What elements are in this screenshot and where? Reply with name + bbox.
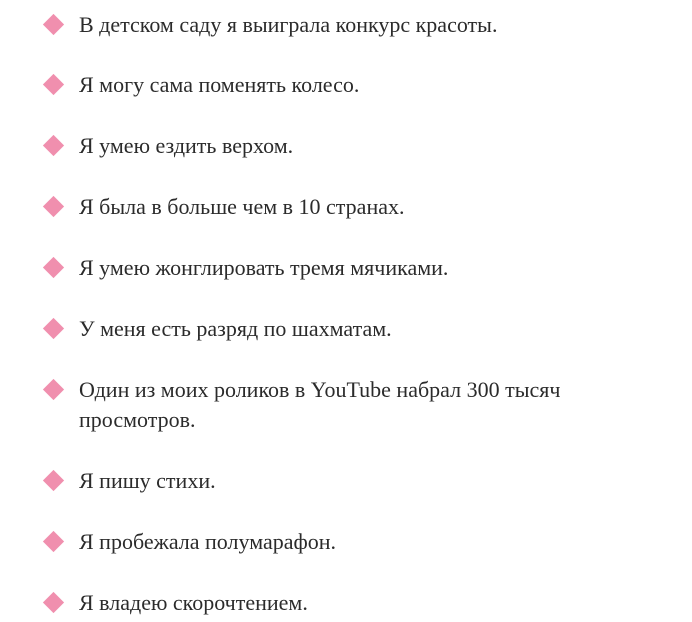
diamond-bullet-icon <box>43 196 64 217</box>
diamond-bullet-icon <box>43 531 64 552</box>
diamond-bullet-icon <box>43 14 64 35</box>
fact-text: Я владею скорочтением. <box>79 590 308 615</box>
fact-text: Я была в больше чем в 10 странах. <box>79 194 405 219</box>
fact-text: Я пробежала полумарафон. <box>79 529 337 554</box>
diamond-bullet-icon <box>43 592 64 613</box>
diamond-bullet-icon <box>43 470 64 491</box>
diamond-bullet-icon <box>43 257 64 278</box>
fact-text: В детском саду я выиграла конкурс красоты. <box>79 12 498 37</box>
fact-text: Я умею ездить верхом. <box>79 133 294 158</box>
fact-text: Я могу сама поменять колесо. <box>79 72 360 97</box>
fact-text: Я умею жонглировать тремя мячиками. <box>79 255 449 280</box>
diamond-bullet-icon <box>43 379 64 400</box>
diamond-bullet-icon <box>43 74 64 95</box>
diamond-bullet-icon <box>43 318 64 339</box>
fact-text: У меня есть разряд по шахматам. <box>79 316 392 341</box>
diamond-bullet-icon <box>43 135 64 156</box>
fact-text: Один из моих роликов в YouTube набрал 300 тысяч просмотров. <box>79 377 561 432</box>
fact-text: Я пишу стихи. <box>79 468 216 493</box>
